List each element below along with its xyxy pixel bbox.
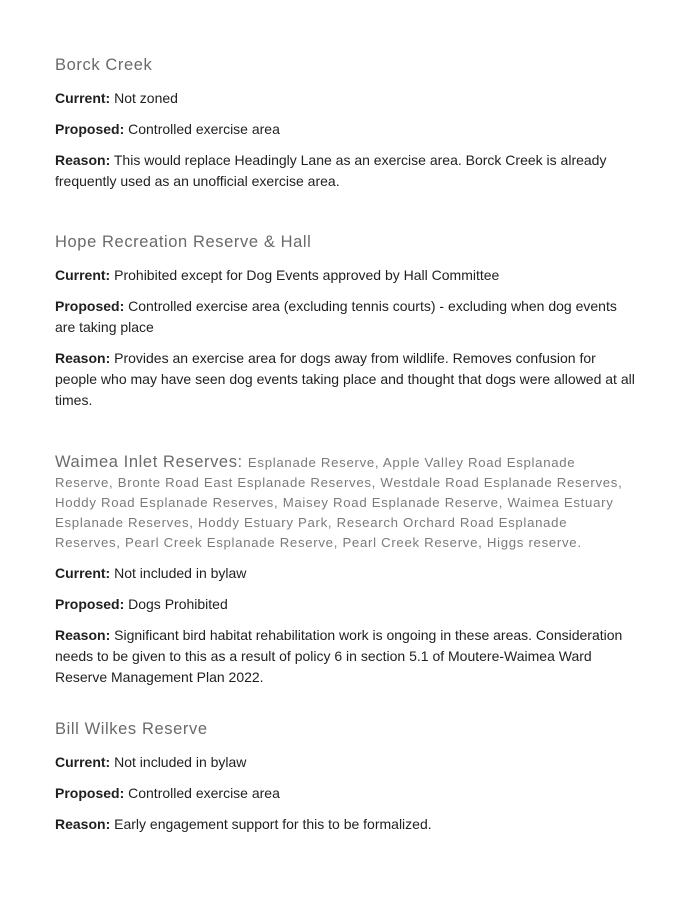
current-value: Not zoned bbox=[114, 90, 178, 106]
proposed-label: Proposed: bbox=[55, 298, 125, 314]
current-label: Current: bbox=[55, 754, 111, 770]
current-field bbox=[55, 88, 178, 109]
reason-value: Early engagement support for this to be formalized. bbox=[114, 816, 432, 832]
current-value: Prohibited except for Dog Events approved by Hall Committee bbox=[114, 267, 500, 283]
current-value: Not included in bylaw bbox=[114, 754, 247, 770]
proposed-value: Controlled exercise area (excluding tennis courts) - excluding when dog events are taking place bbox=[55, 298, 617, 335]
proposed-value: Controlled exercise area bbox=[128, 121, 280, 137]
section-waimea-inlet-reserves bbox=[55, 453, 635, 685]
section-heading bbox=[55, 453, 635, 553]
section-hope-recreation-reserve bbox=[55, 232, 635, 408]
reason-value: Provides an exercise area for dogs away from wildlife. Removes confusion for people who may have seen dog events taking place and thought that dogs were allowed at all times. bbox=[55, 350, 635, 408]
current-label: Current: bbox=[55, 565, 111, 581]
section-bill-wilkes-reserve bbox=[55, 719, 635, 832]
current-label: Current: bbox=[55, 90, 111, 106]
reason-value: Significant bird habitat rehabilitation work is ongoing in these areas. Consideration needs to be given to this as a result of policy 6 in section 5.1 of Moutere-Waimea Ward Reserve Management Plan 2022. bbox=[55, 627, 623, 685]
section-heading: Bill Wilkes Reserve bbox=[55, 720, 208, 738]
reason-field bbox=[55, 625, 635, 688]
section-heading: Hope Recreation Reserve & Hall bbox=[55, 233, 312, 251]
section-borck-creek bbox=[55, 55, 635, 189]
current-field bbox=[55, 265, 499, 286]
proposed-label: Proposed: bbox=[55, 121, 125, 137]
proposed-field bbox=[55, 783, 280, 804]
reason-label: Reason: bbox=[55, 350, 111, 366]
reason-field bbox=[55, 150, 635, 192]
current-field bbox=[55, 752, 246, 773]
current-value: Not included in bylaw bbox=[114, 565, 247, 581]
proposed-field bbox=[55, 296, 635, 338]
reason-label: Reason: bbox=[55, 627, 111, 643]
section-heading-title: Waimea Inlet Reserves: bbox=[55, 453, 243, 471]
section-heading: Borck Creek bbox=[55, 56, 153, 74]
proposed-label: Proposed: bbox=[55, 596, 125, 612]
reason-field bbox=[55, 348, 635, 411]
proposed-value: Dogs Prohibited bbox=[128, 596, 228, 612]
proposed-field bbox=[55, 594, 228, 615]
section-heading-reserve-list: Esplanade Reserve, Apple Valley Road Esplanade Reserve, Bronte Road East Esplanade Reserves, Westdale Road Esplanade Reserves, Hoddy Road Esplanade Reserves, Maisey Road Esplanade Reserve, Waimea Estuary Esplanade Reserves, Hoddy Estuary Park, Research Orchard Road Esplanade Reserves, Pearl Creek Esplanade Reserve, Pearl Creek Reserve, Higgs reserve. bbox=[55, 455, 623, 550]
current-field bbox=[55, 563, 246, 584]
reason-field bbox=[55, 814, 635, 835]
current-label: Current: bbox=[55, 267, 111, 283]
reason-label: Reason: bbox=[55, 152, 111, 168]
proposed-label: Proposed: bbox=[55, 785, 125, 801]
proposed-field bbox=[55, 119, 280, 140]
reason-label: Reason: bbox=[55, 816, 111, 832]
proposed-value: Controlled exercise area bbox=[128, 785, 280, 801]
reason-value: This would replace Headingly Lane as an exercise area. Borck Creek is already frequently used as an unofficial exercise area. bbox=[55, 152, 607, 189]
